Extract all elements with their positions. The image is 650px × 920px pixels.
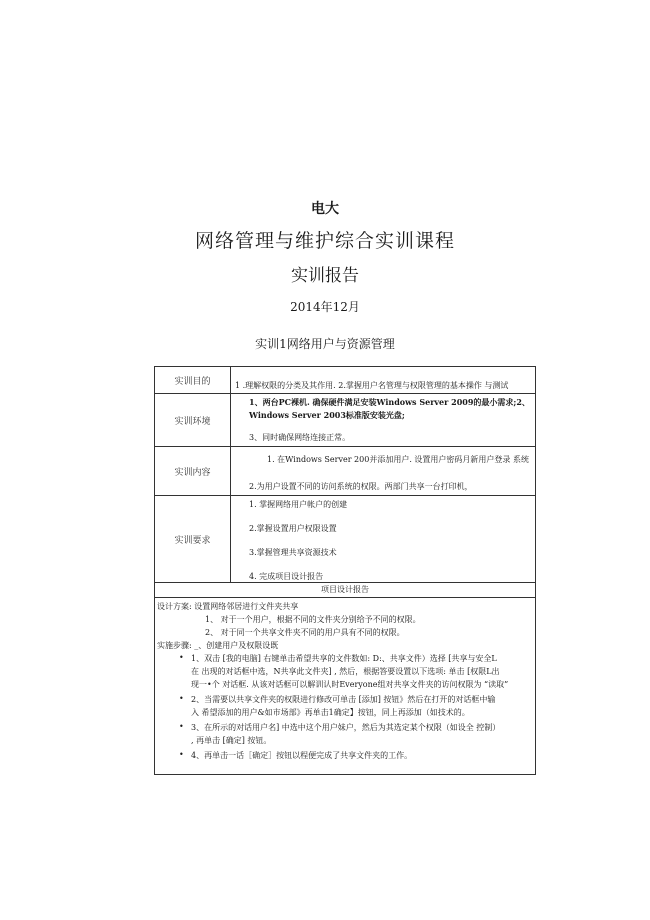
row-label: 实训内容 [155, 447, 231, 495]
steps-title: 实施步骤: _、创建用户及权限设既 [157, 641, 279, 650]
step-line: 3、在所示的对话用户名] 中选中这个用户妹户，然后为其选定某个权限（如设全 控制） [191, 723, 501, 732]
bullet-icon: • [179, 694, 184, 703]
row-text: 2.掌握设置用户权限设置 [249, 524, 337, 533]
row-label: 实训要求 [155, 496, 231, 582]
step-line: 4、再单击一话［确定］按钮以程便完成了共享文件夹的工作。 [191, 751, 413, 760]
org-name: 电大 [311, 201, 339, 217]
row-text: 2.为用户设置不同的访问系统的权限。两部门共享一台打印机， [249, 482, 473, 491]
report-title: 实训报告 [291, 266, 359, 286]
table-row [155, 367, 535, 394]
table-row [155, 394, 535, 447]
step-line: 入 希望添加的用户&如市场部》再单击1确定】按钮，同上再添加（如技术的。 [191, 708, 470, 717]
row-text: 1 .理解权限的分类及其作用. 2.掌握用户名管理与权限管理的基本操作 与测试 [235, 381, 509, 390]
design-scheme: 设计方案: 设置网络邻居进行文件夹共享 [157, 602, 299, 611]
row-text: 1. 掌握网络用户帐户的创建 [249, 500, 348, 509]
lab-title: 实训1网络用户与资源管理 [255, 337, 395, 351]
bullet-icon: • [179, 750, 184, 759]
report-date: 2014年12月 [290, 300, 360, 314]
bullet-icon: • [179, 653, 184, 662]
design-report-body [155, 598, 535, 774]
row-text: Windows Server 2003标准版安装光盘; [249, 410, 405, 420]
step-line: , 再单击 [确定] 按钮。 [191, 736, 272, 745]
row-text: 4. 完成项目设计报告 [249, 572, 324, 581]
course-title: 网络管理与维护综合实训课程 [194, 230, 455, 252]
row-text: 3、同时确保网络连接正常。 [249, 433, 351, 442]
row-label: 实训环境 [155, 394, 231, 446]
row-label: 实训目的 [155, 367, 231, 393]
step-line: 1、双击 [我的电脑] 右键单击希望共享的文件数如: D:、共享文件）选择 [共享与安全L [191, 654, 497, 663]
step-line: 2、当需要以共享文件夹的权限进行修改可单击 [添加] 按钮》然后在打开的对话框中输 [191, 695, 496, 704]
scheme-point: 2、 对于同一个共享文件夹不同的用户具有不同的权限。 [205, 628, 405, 637]
table-row [155, 496, 535, 583]
scheme-point: 1、 对于一个用户，根据不同的文件夹分别给予不同的权限。 [205, 615, 421, 624]
table-row [155, 447, 535, 496]
bullet-icon: • [179, 722, 184, 731]
row-text: 3.掌握管理共享资源技术 [249, 548, 337, 557]
step-line: 现一•个 对话框. 从该对话框可以解训认时Everyone组对共享文件夹的访问权限为 “读取” [191, 680, 509, 689]
step-line: 在 出现的对话框中选，N共享此文件夹] , 然后，根据答要设置以下选项: 单击 [权限L出 [191, 667, 500, 676]
row-text: 1. 在Windows Server 200并添加用户. 设置用户密码月新用户登录 系统 [267, 455, 529, 464]
section-title: 项目设计报告 [155, 583, 535, 598]
report-table [154, 366, 536, 775]
row-text: 1、两台PC裸机. 确保硬件满足安装Windows Server 2009的最小需求;2、 [249, 397, 530, 407]
